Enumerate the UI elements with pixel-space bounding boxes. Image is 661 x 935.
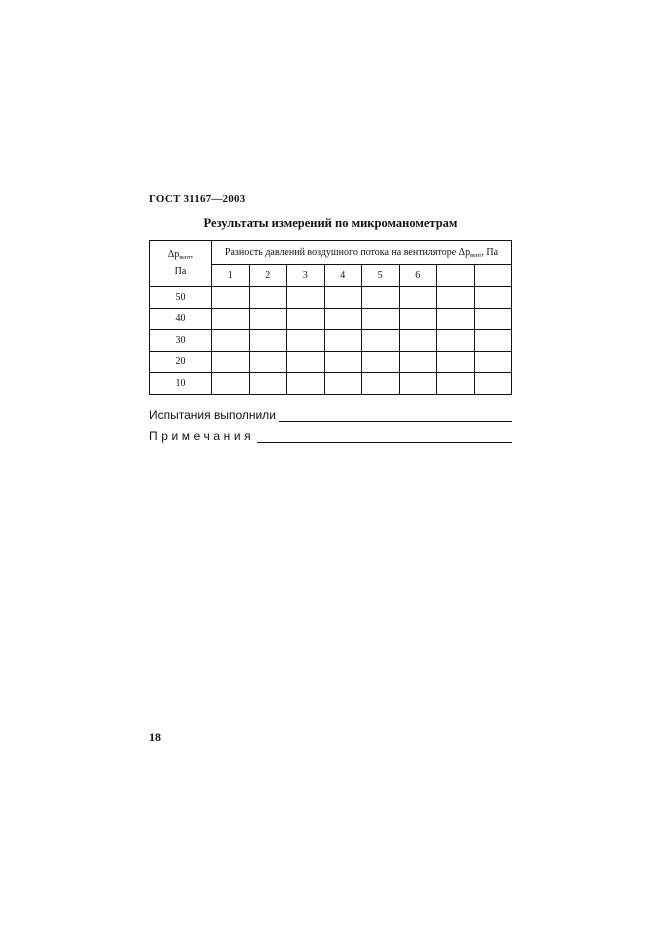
empty-measurement-cell [399,287,437,309]
empty-measurement-cell [399,373,437,395]
empty-measurement-cell [287,330,325,352]
empty-measurement-cell [399,351,437,373]
empty-measurement-cell [437,287,475,309]
table-row [150,287,512,309]
column-number-cell: 6 [399,265,437,287]
empty-measurement-cell [474,330,512,352]
empty-measurement-cell [399,308,437,330]
empty-measurement-cell [212,351,250,373]
empty-measurement-cell [362,330,400,352]
empty-measurement-cell [249,287,287,309]
empty-measurement-cell [324,351,362,373]
column-number-cell: 4 [324,265,362,287]
empty-measurement-cell [437,308,475,330]
column-number-cell [437,265,475,287]
empty-measurement-cell [362,373,400,395]
column-number-cell [474,265,512,287]
empty-measurement-cell [362,308,400,330]
table-header-row [150,241,512,265]
empty-measurement-cell [249,373,287,395]
empty-measurement-cell [474,351,512,373]
empty-measurement-cell [362,351,400,373]
pressure-unit: Па [174,266,187,277]
empty-measurement-cell [287,351,325,373]
empty-measurement-cell [287,308,325,330]
empty-measurement-cell [249,330,287,352]
table-row [150,351,512,373]
empty-measurement-cell [362,287,400,309]
empty-measurement-cell [474,287,512,309]
empty-measurement-cell [212,373,250,395]
empty-measurement-cell [324,330,362,352]
pressure-value-cell: 10 [150,373,212,395]
tested-by-blank [279,409,512,422]
notes-blank [257,430,512,443]
empty-measurement-cell [324,287,362,309]
pressure-value-cell: 20 [150,351,212,373]
empty-measurement-cell [249,351,287,373]
results-table [149,240,512,395]
empty-measurement-cell [399,330,437,352]
empty-measurement-cell [437,351,475,373]
table-row [150,330,512,352]
notes-line [149,429,512,443]
column-number-cell: 5 [362,265,400,287]
tested-by-line [149,408,512,422]
document-code: ГОСТ 31167—2003 [149,193,246,205]
empty-measurement-cell [474,373,512,395]
empty-measurement-cell [287,373,325,395]
pressure-column-header [150,241,212,287]
empty-measurement-cell [437,373,475,395]
empty-measurement-cell [437,330,475,352]
pressure-value-cell: 50 [150,287,212,309]
page-number: 18 [149,730,161,744]
empty-measurement-cell [212,308,250,330]
table-row [150,373,512,395]
notes-label: Примечания [149,429,255,443]
empty-measurement-cell [287,287,325,309]
empty-measurement-cell [474,308,512,330]
table-row [150,308,512,330]
empty-measurement-cell [249,308,287,330]
group-header: Разность давлений воздушного потока на вентиляторе $\Delta p_{вент}$, Па [212,241,512,265]
pressure-symbol: $\Delta p_{вент}$, [167,249,194,261]
pressure-value-cell: 30 [150,330,212,352]
empty-measurement-cell [324,373,362,395]
empty-measurement-cell [212,287,250,309]
tested-by-label: Испытания выполнили [149,408,276,422]
table-title: Результаты измерений по микроманометрам [203,216,458,230]
empty-measurement-cell [212,330,250,352]
column-number-cell: 1 [212,265,250,287]
column-number-cell: 2 [249,265,287,287]
pressure-value-cell: 40 [150,308,212,330]
empty-measurement-cell [324,308,362,330]
column-number-cell: 3 [287,265,325,287]
